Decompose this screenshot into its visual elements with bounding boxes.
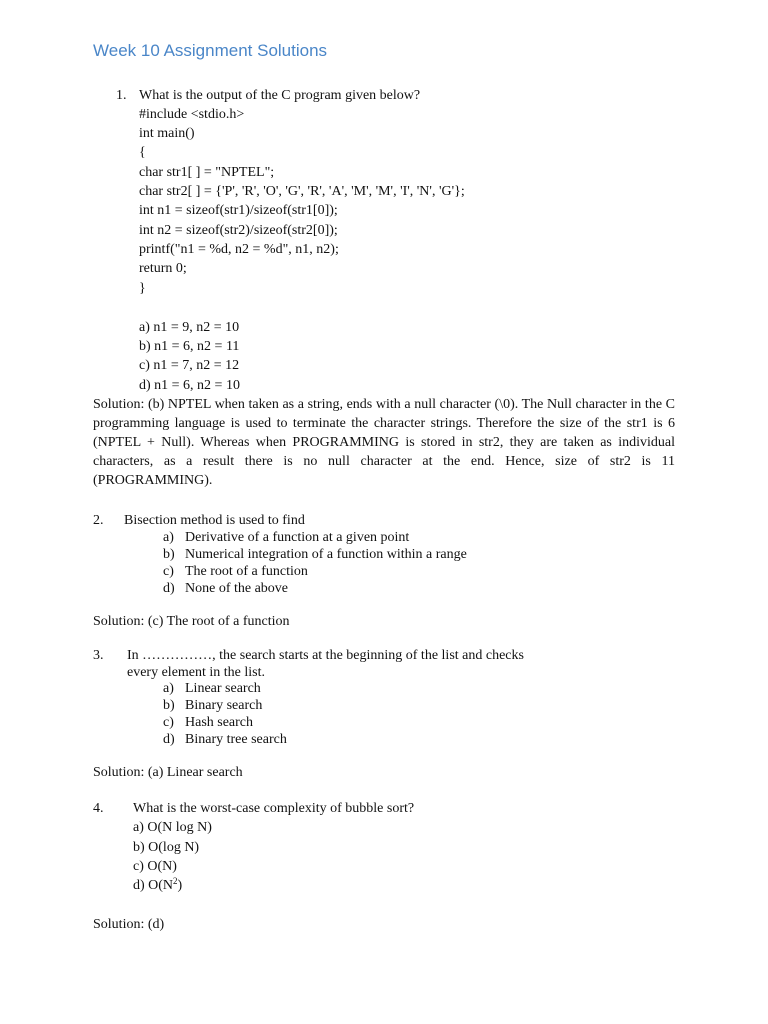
option-letter: d): [163, 732, 175, 747]
answer-option: [133, 876, 182, 895]
option-text: Binary search: [185, 698, 263, 713]
solution-text: Solution: (c) The root of a function: [93, 614, 290, 629]
option-letter: c): [163, 564, 174, 579]
answer-option: [163, 579, 288, 598]
option-letter: c): [163, 715, 174, 730]
question-text: What is the output of the C program given below?: [139, 88, 421, 103]
question-number: 1.: [116, 88, 127, 103]
question-text-continued: every element in the list.: [127, 665, 266, 680]
code-line: int n1 = sizeof(str1)/sizeof(str1[0]);: [139, 203, 338, 218]
answer-option: c) O(N): [133, 859, 177, 874]
code-line: int n2 = sizeof(str2)/sizeof(str2[0]);: [139, 223, 338, 238]
option-text: Linear search: [185, 681, 261, 696]
question-text: In ……………, the search starts at the beginning of the list and checks: [127, 648, 524, 663]
code-line: {: [139, 145, 146, 160]
option-text: Derivative of a function at a given point: [185, 530, 410, 545]
option-text: Hash search: [185, 715, 254, 730]
option-text: d) O(N: [133, 878, 174, 893]
code-line: char str2[ ] = {'P', 'R', 'O', 'G', 'R', 'A', 'M', 'M', 'I', 'N', 'G'};: [139, 184, 465, 199]
page-title: Week 10 Assignment Solutions: [93, 41, 328, 60]
answer-option: b) n1 = 6, n2 = 11: [139, 339, 240, 354]
solution-text: Solution: (b) NPTEL when taken as a string, ends with a null character (\0). The Null character in the C programming language is used to terminate the character strings. Therefore the size of the str1 is 6 (NPTEL + Null). Whereas when PROGRAMMING is stored in str2, they are taken as individual characters, as a result there is no null character at the end. Hence, size of str2 is 11 (PROGRAMMING).: [93, 397, 675, 488]
question-number: 4.: [93, 801, 104, 816]
answer-option: a) n1 = 9, n2 = 10: [139, 320, 240, 335]
question-text: What is the worst-case complexity of bubble sort?: [133, 801, 415, 816]
answer-option: d) n1 = 6, n2 = 10: [139, 378, 240, 393]
option-letter: a): [163, 530, 174, 545]
solution-text: Solution: (d): [93, 917, 165, 932]
answer-option: a) O(N log N): [133, 820, 212, 835]
question-text: Bisection method is used to find: [124, 513, 305, 528]
option-text: The root of a function: [185, 564, 308, 579]
code-line: int main(): [139, 126, 195, 141]
option-letter: d): [163, 581, 175, 596]
question-number: 3.: [93, 648, 104, 663]
option-text: Binary tree search: [185, 732, 287, 747]
option-text: Numerical integration of a function within a range: [185, 547, 467, 562]
code-line: #include <stdio.h>: [139, 107, 245, 122]
answer-option: b) O(log N): [133, 840, 200, 855]
code-line: printf("n1 = %d, n2 = %d", n1, n2);: [139, 242, 339, 257]
option-letter: b): [163, 698, 175, 713]
code-line: }: [139, 281, 146, 296]
superscript: 2: [173, 876, 178, 886]
option-text: None of the above: [185, 581, 289, 596]
answer-option: c) n1 = 7, n2 = 12: [139, 358, 240, 373]
answer-option: [163, 730, 287, 749]
question-number: 2.: [93, 513, 104, 528]
option-letter: a): [163, 681, 174, 696]
solution-text: Solution: (a) Linear search: [93, 765, 243, 780]
code-line: return 0;: [139, 261, 187, 276]
option-text: ): [177, 878, 183, 893]
code-line: char str1[ ] = "NPTEL";: [139, 165, 275, 180]
option-letter: b): [163, 547, 175, 562]
